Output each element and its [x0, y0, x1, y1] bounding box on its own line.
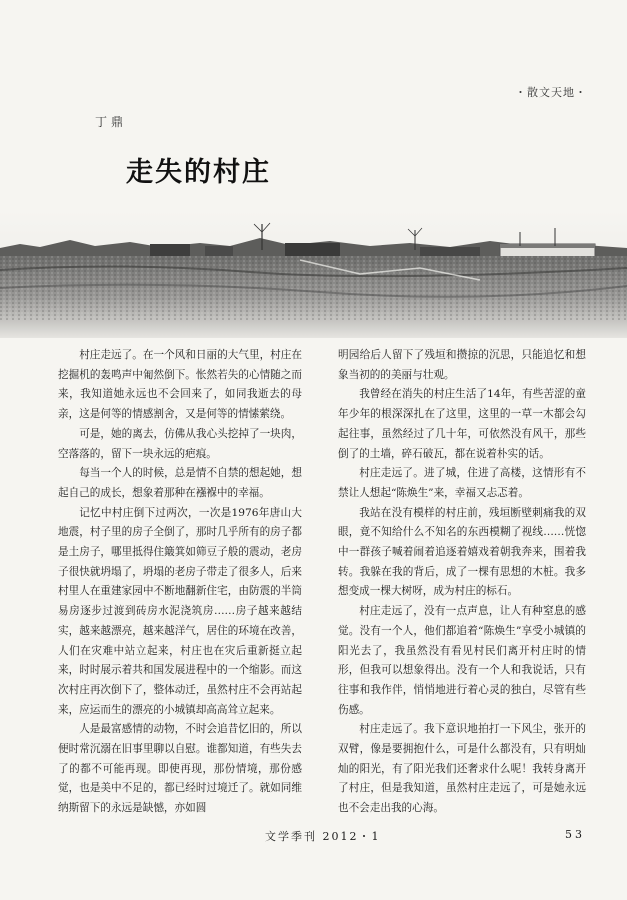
- author-name: 丁鼎: [95, 115, 128, 129]
- article-title: 走失的村庄: [126, 157, 271, 188]
- page-number: 53: [565, 828, 585, 841]
- paragraph: 人是最富感情的动物，不时会追昔忆旧的，所以便时常沉溺在旧事里聊以自慰。谁都知道，有些失去了的都不可能再现。即使再现，那份情境，那份感觉，也是美中不足的，都已经时过境迁了。就如同维纳斯留下的永远是缺憾，亦如圆: [58, 723, 302, 815]
- paragraph: 我站在没有模样的村庄前，残垣断壁刺痛我的双眼，竟不知给什么不知名的东西模糊了视线……恍惚中一群孩子喊着闹着追逐着嬉戏着朝我奔来，围着我转。我躲在我的背后，成了一棵有思想的木桩。我多想变成一棵大树呀，成为村庄的标石。: [338, 506, 586, 598]
- article-column-left: [58, 346, 302, 819]
- paragraph: 我曾经在消失的村庄生活了14年，有些苦涩的童年少年的根深深扎在了这里，这里的一草一木都会勾起往事，虽然经过了几十年，可依然没有风干，那些倒了的土墙，碎石破瓦，都在说着朴实的话。: [338, 388, 586, 460]
- column-tag: ・散文天地・: [515, 86, 587, 99]
- paragraph-continued: 明园给后人留下了残垣和攒掠的沉思，只能追忆和想象当初的的美丽与壮观。: [338, 349, 586, 381]
- paragraph: 村庄走远了。进了城，住进了高楼，这情形有不禁让人想起“陈焕生”来，幸福又忐忑着。: [338, 467, 586, 499]
- paragraph: 每当一个人的时候，总是情不自禁的想起她，想起自己的成长，想象着那种在襁褓中的幸福。: [58, 467, 302, 499]
- paragraph: 村庄走远了。我下意识地拍打一下风尘，张开的双臂，像是要拥抱什么，可是什么都没有，只有明灿灿的阳光，有了阳光我们还奢求什么呢！我转身离开了村庄，但是我知道，虽然村庄走远了，可是她永远也不会走出我的心海。: [338, 723, 586, 815]
- article-column-right: [338, 346, 586, 819]
- paragraph: 可是，她的离去，仿佛从我心头挖掉了一块肉，空落落的，留下一块永远的疤痕。: [58, 427, 302, 460]
- paragraph: 记忆中村庄倒下过两次，一次是1976年唐山大地震，村子里的房子全倒了，那时几乎所有的房子都是土房子，哪里抵得住簸箕如筛豆子般的震动，老房子很快就坍塌了，坍塌的老房子带走了很多人，后来村里人在重建家园中不断地翻新住宅，由防震的半筒易房逐步过渡到砖房水泥浇筑房……房子越来越结实，越来越漂亮，越来越洋气，居住的环境在改善，人们在灾难中站立起来，村庄也在灾后重新挺立起来，时时展示着共和国发展进程中的一个缩影。而这次村庄再次倒下了，整体动迁，虽然村庄不会再站起来，应运而生的漂亮的小城镇却高高耸立起来。: [58, 506, 302, 716]
- journal-issue: 文学季刊 2012・1: [265, 830, 381, 843]
- paragraph: 村庄走远了，没有一点声息，让人有种窒息的感觉。没有一个人，他们都追着“陈焕生”享受小城镇的阳光去了，我虽然没有看见村民们离开村庄时的情形，但我可以想象得出。没有一个人和我说话，只有往事和我作伴，悄悄地进行着心灵的独白，尽管有些伤感。: [338, 605, 586, 716]
- paragraph: 村庄走远了。在一个风和日丽的大气里，村庄在挖掘机的轰鸣声中匍然倒下。怅然若失的心情随之而来，我知道她永远也不会回来了，如同我逝去的母亲，这是何等的情感割舍，又是何等的情愫萦绕。: [58, 349, 302, 421]
- village-landscape-photo: [0, 210, 627, 338]
